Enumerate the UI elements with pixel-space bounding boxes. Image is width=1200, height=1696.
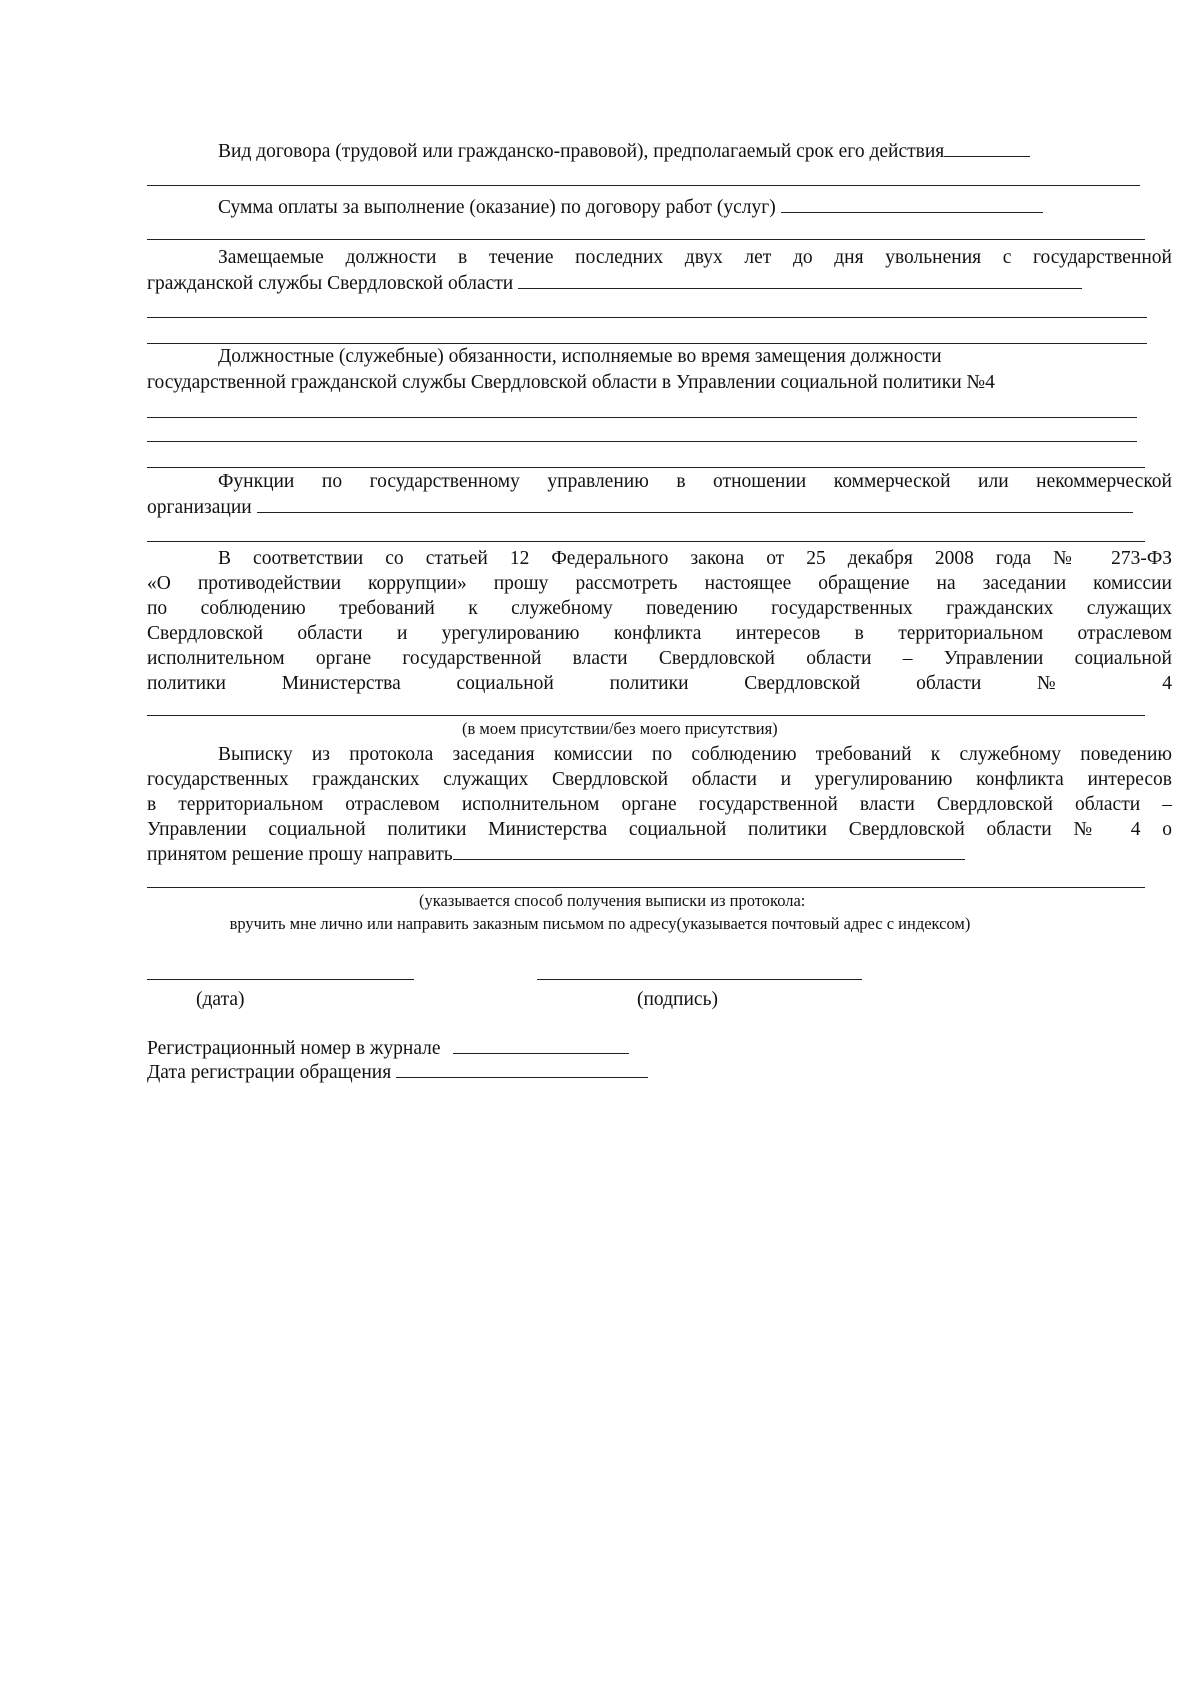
duties-line-2: государственной гражданской службы Свердловской области в Управлении социальной политики №4 (147, 372, 995, 393)
duties-rule-1[interactable] (147, 417, 1137, 418)
presence-hint: (в моем присутствии/без моего присутствия) (462, 719, 778, 738)
extract-line-3: в территориальном отраслевом исполнительном органе государственной власти Свердловской области – (147, 794, 1172, 815)
duties-line-1: Должностные (служебные) обязанности, исполняемые во время замещения должности (218, 346, 942, 367)
registration-number-label: Регистрационный номер в журнале (147, 1038, 441, 1059)
extract-last-label: принятом решение прошу направить (147, 844, 453, 865)
signature-label: (подпись) (637, 989, 718, 1010)
registration-date-blank[interactable] (396, 1063, 648, 1078)
presence-rule[interactable] (147, 715, 1145, 716)
extract-line-2: государственных гражданских служащих Свердловской области и урегулированию конфликта интересов (147, 769, 1172, 790)
signature-line[interactable] (537, 979, 862, 980)
functions-line-1: Функции по государственному управлению в отношении коммерческой или некоммерческой (218, 471, 1172, 492)
contract-type-field (218, 140, 1030, 164)
contract-type-rule[interactable] (147, 185, 1140, 186)
extract-hint-2: вручить мне лично или направить заказным письмом по адресу(указывается почтовый адрес с индексом) (229, 914, 971, 933)
request-line-4: Свердловской области и урегулированию конфликта интересов в территориальном отраслевом (147, 623, 1172, 644)
registration-date-label: Дата регистрации обращения (147, 1062, 392, 1083)
duties-rule-2[interactable] (147, 441, 1137, 442)
functions-line-2-field (147, 496, 1133, 520)
duties-rule-3[interactable] (147, 467, 1145, 468)
functions-rule[interactable] (147, 541, 1145, 542)
request-line-5: исполнительном органе государственной власти Свердловской области – Управлении социальной (147, 648, 1172, 669)
registration-date-field (147, 1061, 648, 1085)
extract-method-blank[interactable] (453, 845, 965, 860)
payment-label: Сумма оплаты за выполнение (оказание) по договору работ (услуг) (218, 197, 776, 218)
extract-line-1: Выписку из протокола заседания комиссии по соблюдению требований к служебному поведению (218, 744, 1172, 765)
date-label: (дата) (196, 989, 245, 1010)
registration-number-blank[interactable] (453, 1039, 629, 1054)
functions-label: организации (147, 497, 252, 518)
request-line-1: В соответствии со статьей 12 Федерального закона от 25 декабря 2008 года № 273-ФЗ (218, 548, 1172, 569)
request-line-2: «О противодействии коррупции» прошу рассмотреть настоящее обращение на заседании комиссии (147, 573, 1172, 594)
request-line-6: политики Министерства социальной политики Свердловской области № 4 (147, 673, 1172, 694)
extract-hint-1: (указывается способ получения выписки из протокола: (419, 891, 806, 910)
registration-number-field (147, 1037, 629, 1061)
positions-blank[interactable] (518, 274, 1082, 289)
extract-last-line-field (147, 843, 965, 867)
extract-method-rule[interactable] (147, 887, 1145, 888)
functions-blank[interactable] (257, 498, 1133, 513)
date-line[interactable] (147, 979, 414, 980)
payment-field (218, 196, 1043, 220)
request-line-3: по соблюдению требований к служебному поведению государственных гражданских служащих (147, 598, 1172, 619)
contract-type-label: Вид договора (трудовой или гражданско-правовой), предполагаемый срок его действия (218, 141, 945, 162)
payment-blank[interactable] (781, 198, 1043, 213)
contract-type-blank[interactable] (944, 142, 1030, 157)
extract-line-4: Управлении социальной политики Министерства социальной политики Свердловской области № 4 о (147, 819, 1172, 840)
positions-rule-2[interactable] (147, 343, 1147, 344)
payment-rule[interactable] (147, 239, 1145, 240)
positions-line-1: Замещаемые должности в течение последних двух лет до дня увольнения с государственной (218, 247, 1172, 268)
positions-rule-1[interactable] (147, 317, 1147, 318)
positions-line-2-field (147, 272, 1082, 296)
positions-label: гражданской службы Свердловской области (147, 273, 514, 294)
